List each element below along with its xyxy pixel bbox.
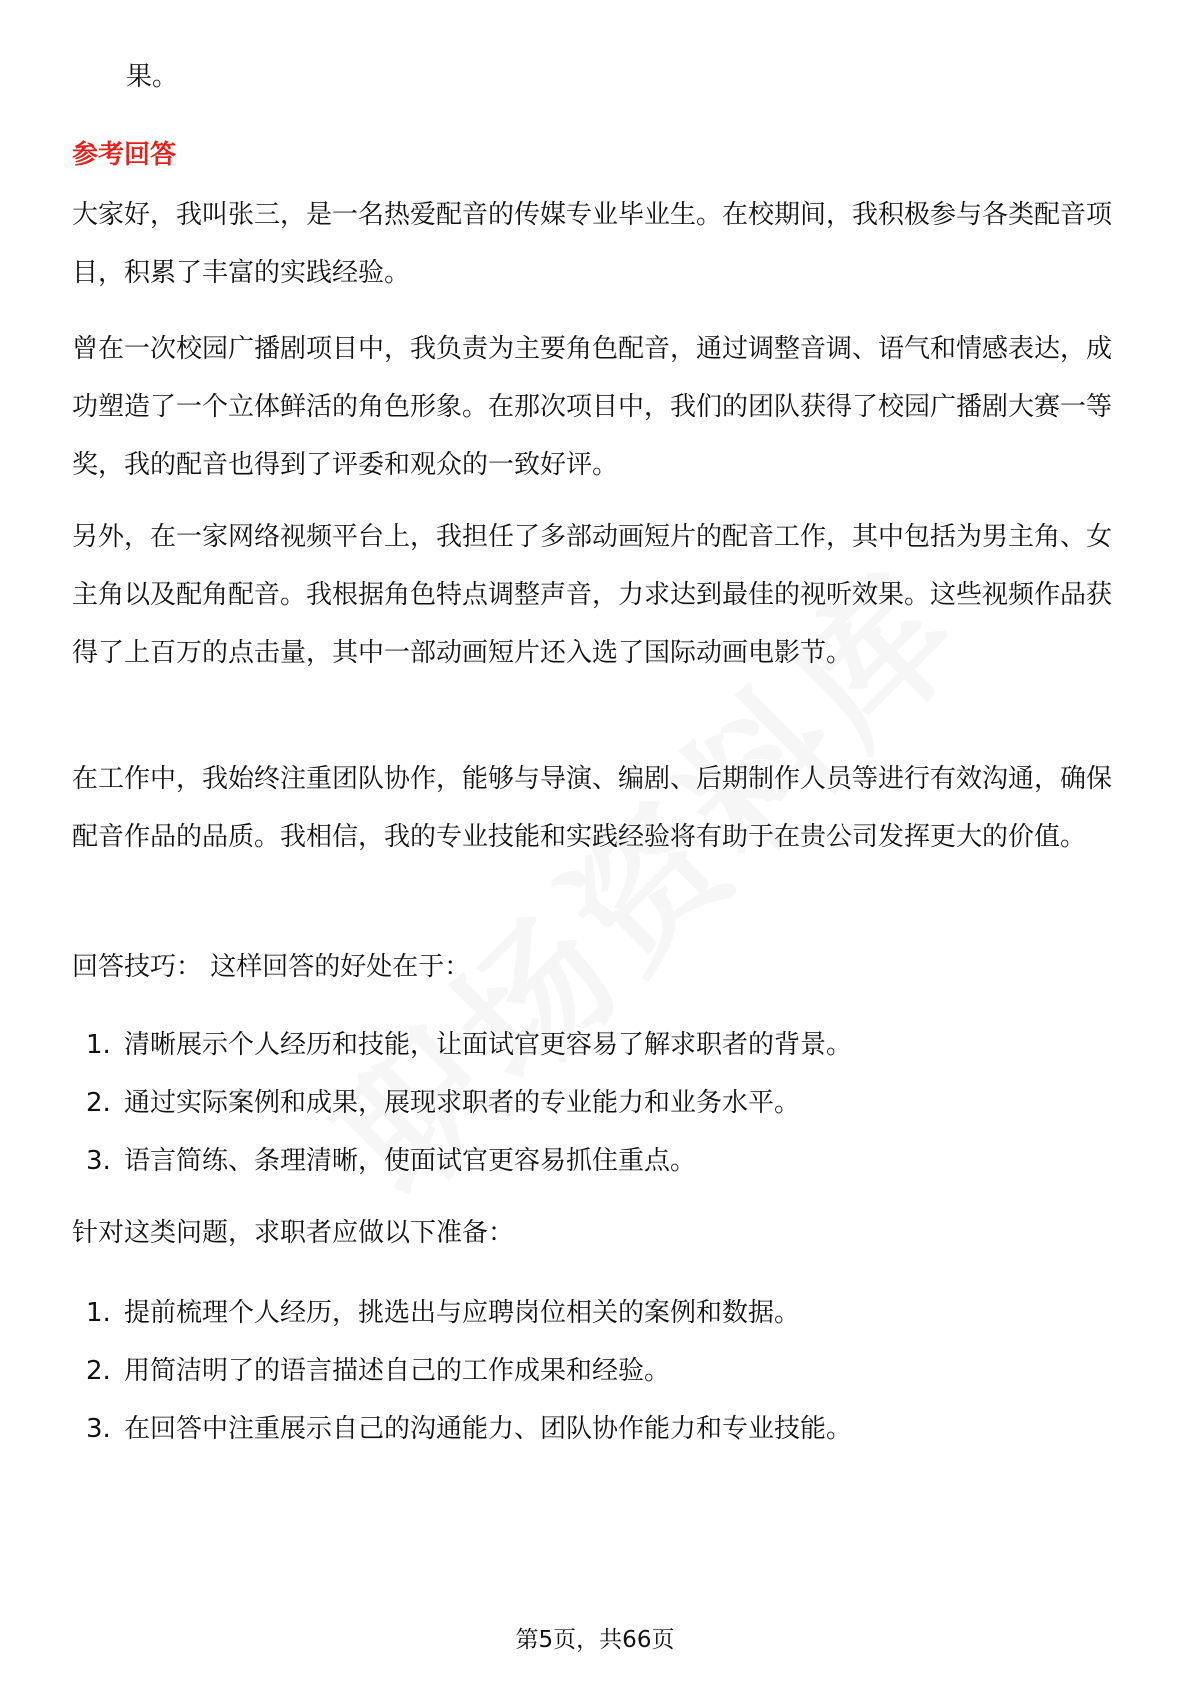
section-heading: 参考回答 (72, 140, 177, 170)
list-item (86, 1074, 1116, 1132)
continuation-text: 果。 (126, 62, 179, 92)
list-item (86, 1016, 1116, 1074)
list-text: 清晰展示个人经历和技能，让面试官更容易了解求职者的背景。 (124, 1030, 853, 1060)
list-text: 语言简练、条理清晰，使面试官更容易抓住重点。 (124, 1146, 697, 1176)
answer-paragraph-1: 大家好，我叫张三，是一名热爱配音的传媒专业毕业生。在校期间，我积极参与各类配音项目，积累了丰富的实践经验。 (72, 200, 1113, 288)
list-item (86, 1284, 1116, 1342)
list-item (86, 1400, 1116, 1458)
prep-list (86, 1284, 1116, 1458)
list-text: 在回答中注重展示自己的沟通能力、团队协作能力和专业技能。 (124, 1414, 853, 1444)
list-text: 提前梳理个人经历，挑选出与应聘岗位相关的案例和数据。 (124, 1298, 801, 1328)
list-number: 2. (86, 1088, 111, 1118)
answer-paragraph-4: 在工作中，我始终注重团队协作，能够与导演、编剧、后期制作人员等进行有效沟通，确保配音作品的品质。我相信，我的专业技能和实践经验将有助于在贵公司发挥更大的价值。 (72, 764, 1113, 852)
list-number: 2. (86, 1356, 111, 1386)
list-number: 3. (86, 1146, 111, 1176)
list-number: 1. (86, 1298, 111, 1328)
list-item (86, 1342, 1116, 1400)
tips-list (86, 1016, 1116, 1190)
page-footer: 第5页，共66页 (515, 1627, 675, 1653)
list-item (86, 1132, 1116, 1190)
list-text: 通过实际案例和成果，展现求职者的专业能力和业务水平。 (124, 1088, 801, 1118)
list-number: 3. (86, 1414, 111, 1444)
answer-paragraph-3: 另外，在一家网络视频平台上，我担任了多部动画短片的配音工作，其中包括为男主角、女主角以及配角配音。我根据角色特点调整声音，力求达到最佳的视听效果。这些视频作品获得了上百万的点击量，其中一部动画短片还入选了国际动画电影节。 (72, 522, 1113, 668)
answer-paragraph-2: 曾在一次校园广播剧项目中，我负责为主要角色配音，通过调整音调、语气和情感表达，成功塑造了一个立体鲜活的角色形象。在那次项目中，我们的团队获得了校园广播剧大赛一等奖，我的配音也得到了评委和观众的一致好评。 (72, 334, 1113, 480)
list-number: 1. (86, 1030, 111, 1060)
prep-intro: 针对这类问题，求职者应做以下准备： (72, 1218, 515, 1248)
tips-intro: 回答技巧： 这样回答的好处在于： (72, 952, 471, 982)
list-text: 用简洁明了的语言描述自己的工作成果和经验。 (124, 1356, 671, 1386)
